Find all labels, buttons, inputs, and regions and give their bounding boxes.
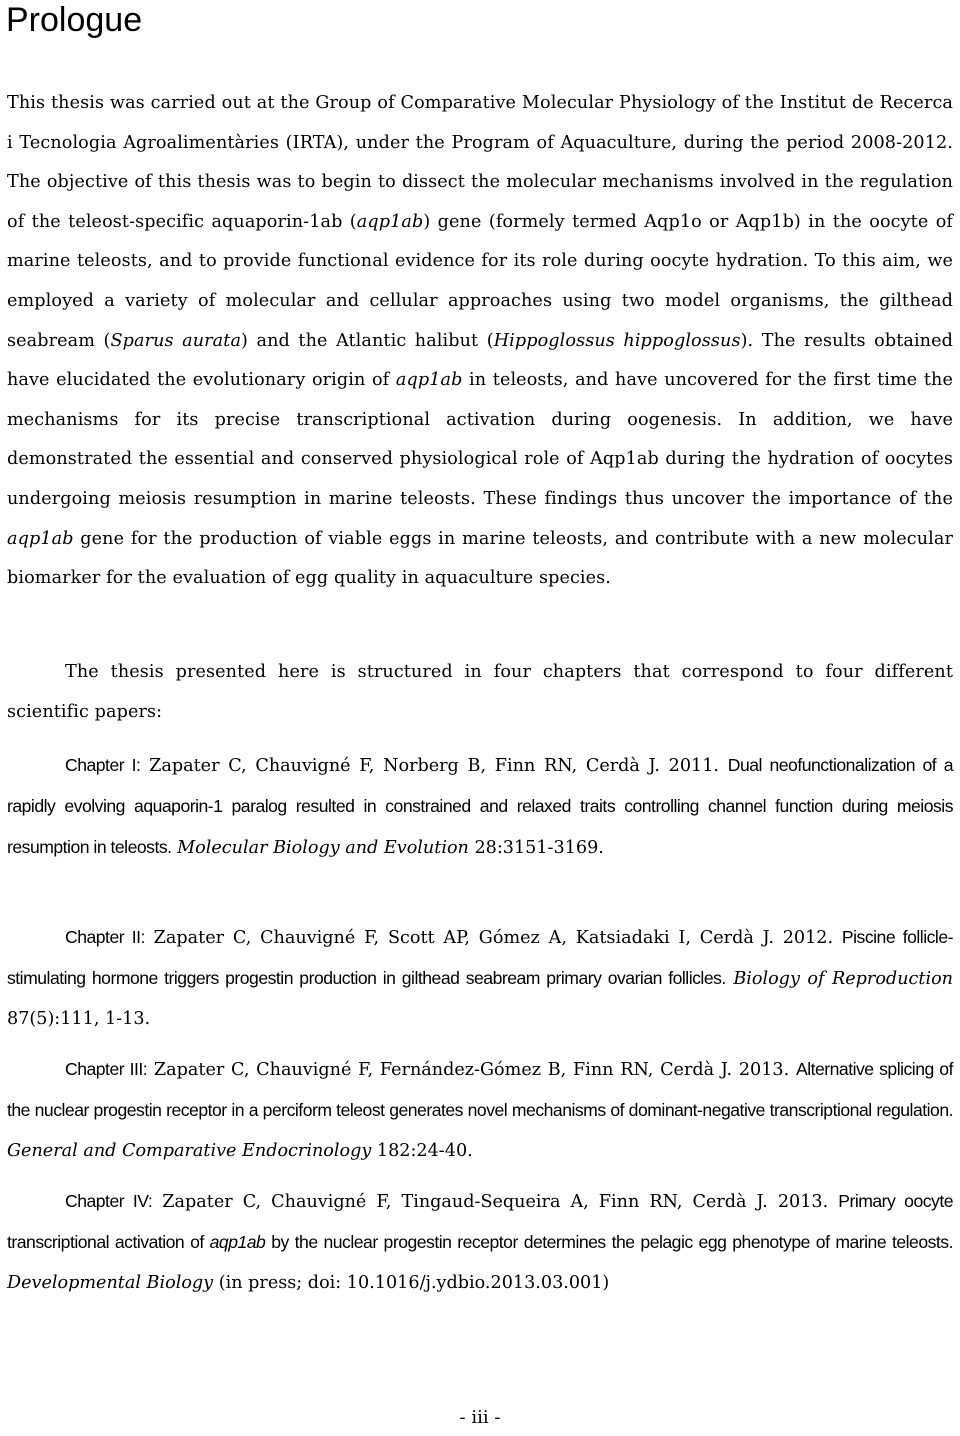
structure-paragraph: The thesis presented here is structured in four chapters that correspond to four different scientific papers:	[7, 662, 953, 722]
chapter-authors: Zapater C, Chauvigné F, Fernández-Gómez B, Finn RN, Cerdà J. 2013.	[147, 1060, 796, 1080]
intro-text: This thesis was carried out at the Group of Comparative Molecular Physiology of the Institut de Recerca i Tecnologia Agroalimentàries (IRTA), under the Program of Aquaculture, during the period 2008-2012. The objective of this thesis was to begin to dissect the molecular mechanisms involved in the regulation of the teleost-specific aquaporin-1ab (	[7, 93, 953, 232]
chapter-title: Primary oocyte transcriptional activation of	[7, 1191, 953, 1252]
gene-name: aqp1ab	[7, 528, 74, 549]
chapter-label: Chapter II:	[65, 927, 145, 947]
chapter-label: Chapter I:	[65, 755, 141, 775]
page-title: Prologue	[6, 1, 143, 39]
chapter-authors: Zapater C, Chauvigné F, Norberg B, Finn RN, Cerdà J. 2011.	[140, 756, 728, 776]
chapter-entry	[7, 745, 953, 868]
chapter-authors: Zapater C, Chauvigné F, Tingaud-Sequeira A, Finn RN, Cerdà J. 2013.	[152, 1192, 839, 1212]
chapter-authors: Zapater C, Chauvigné F, Scott AP, Gómez A, Katsiadaki I, Cerdà J. 2012.	[144, 928, 842, 948]
chapter-journal: Molecular Biology and Evolution	[177, 838, 469, 858]
chapter-label: Chapter III:	[65, 1059, 148, 1079]
chapter-title: by the nuclear progestin receptor determines the pelagic egg phenotype of marine teleosts.	[265, 1232, 953, 1252]
chapter-journal: Biology of Reproduction	[733, 969, 953, 989]
chapter-reference: 182:24-40.	[371, 1141, 473, 1161]
chapter-entry	[7, 917, 953, 1039]
gene-name: aqp1ab	[395, 370, 463, 391]
chapter-journal: Developmental Biology	[7, 1273, 214, 1293]
intro-text: gene for the production of viable eggs in marine teleosts, and contribute with a new molecular biomarker for the evaluation of egg quality in aquaculture species.	[7, 528, 953, 589]
gene-name: aqp1ab	[356, 211, 424, 232]
chapter-entry	[7, 1181, 953, 1303]
chapter-entry	[7, 1049, 953, 1171]
species-name: Hippoglossus hippoglossus	[493, 330, 741, 351]
species-name: Sparus aurata	[110, 330, 242, 351]
chapter-reference: 87(5):111, 1-13.	[7, 1009, 151, 1029]
chapter-title: Alternative splicing of the nuclear progestin receptor in a perciform teleost generates novel mechanisms of dominant-negative transcriptional regulation.	[7, 1059, 953, 1120]
intro-paragraph	[7, 84, 953, 599]
chapter-reference: (in press; doi: 10.1016/j.ydbio.2013.03.001)	[213, 1273, 610, 1293]
chapter-reference: 28:3151-3169.	[468, 838, 604, 858]
chapter-title: Dual neofunctionalization of a rapidly evolving aquaporin-1 paralog resulted in constrained and relaxed traits controlling channel function during meiosis resumption in teleosts.	[7, 755, 953, 857]
gene-name: aqp1ab	[209, 1232, 266, 1252]
chapter-journal: General and Comparative Endocrinology	[7, 1141, 372, 1161]
intro-text: ). The results obtained have elucidated the evolutionary origin of	[7, 330, 953, 391]
page-number: - iii -	[459, 1407, 501, 1428]
intro-text: in teleosts, and have uncovered for the first time the mechanisms for its precise transcriptional activation during oogenesis. In addition, we have demonstrated the essential and conserved physiological role of Aqp1ab during the hydration of oocytes undergoing meiosis resumption in marine teleosts. These findings thus uncover the importance of the	[7, 370, 953, 509]
chapter-label: Chapter IV:	[65, 1191, 153, 1211]
intro-text: ) and the Atlantic halibut (	[241, 330, 494, 351]
chapter-title: Piscine follicle-stimulating hormone triggers progestin production in gilthead seabream primary ovarian follicles.	[7, 927, 953, 988]
intro-text: ) gene (formely termed Aqp1o or Aqp1b) in the oocyte of marine teleosts, and to provide functional evidence for its role during oocyte hydration. To this aim, we employed a variety of molecular and cellular approaches using two model organisms, the gilthead seabream (	[7, 211, 953, 351]
